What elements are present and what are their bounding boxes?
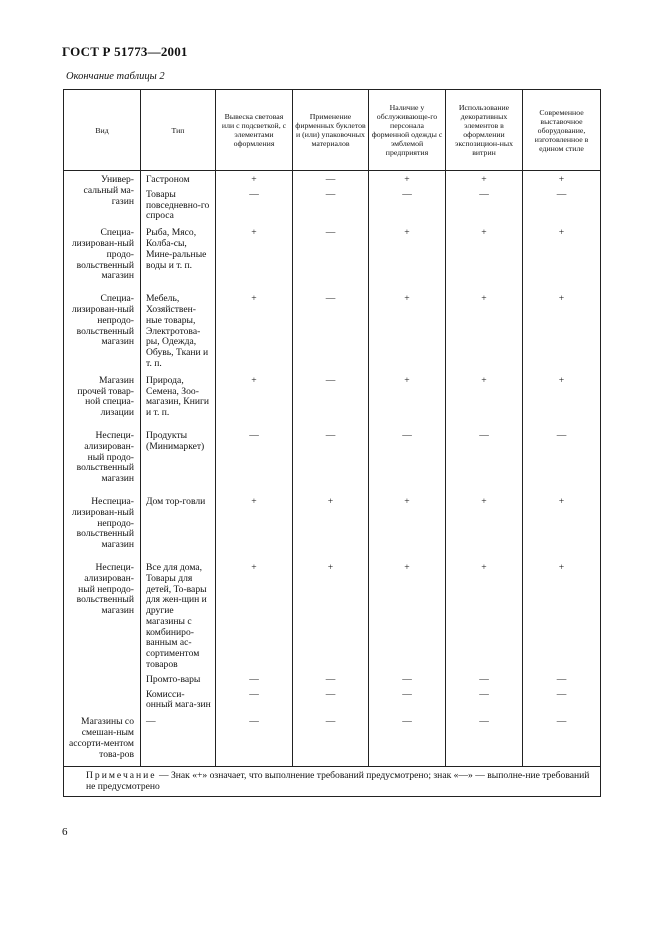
table-row <box>64 557 601 711</box>
cell-marks <box>293 557 369 711</box>
requirement-mark: — <box>479 429 489 441</box>
requirement-mark: + <box>404 174 410 185</box>
requirement-mark: + <box>481 227 487 239</box>
requirement-mark: — <box>479 716 489 728</box>
cell-marks <box>216 425 293 491</box>
cell-marks <box>446 425 523 491</box>
requirement-mark: + <box>251 495 257 507</box>
requirement-mark: — <box>325 429 336 441</box>
cell-marks <box>369 557 446 711</box>
requirement-mark: — <box>325 673 336 685</box>
type-name: Все для дома, Товары для детей, То-вары для жен-щин и другие магазины с комбиниро-ванным ас-сортиментом товаров <box>146 561 207 671</box>
requirement-mark: + <box>558 174 565 185</box>
cell-marks <box>523 425 601 491</box>
type-name: Мебель, Хозяйствен-ные товары, Электротова-ры, Одежда, Обувь, Ткани и т. п. <box>146 293 209 369</box>
cell-vid: Неспеци-ализирован-ный продо-вольственный магазин <box>64 425 141 491</box>
requirement-mark: + <box>404 374 410 386</box>
requirement-mark: — <box>249 429 259 441</box>
type-name: Дом тор-говли <box>146 495 206 507</box>
requirement-mark: + <box>251 227 257 239</box>
cell-marks <box>369 491 446 557</box>
header-row <box>64 90 601 171</box>
requirement-mark: + <box>404 227 410 239</box>
cell-vid: Специа-лизирован-ный непродо-вольственный магазин <box>64 288 141 370</box>
type-name: Товары повседневно-го спроса <box>146 188 210 222</box>
requirement-mark: — <box>325 688 336 700</box>
table-row <box>64 425 601 491</box>
header-type: Тип <box>141 90 216 171</box>
requirement-mark: — <box>325 293 336 305</box>
type-name: Промто-вары <box>146 673 201 685</box>
cell-vid: Неспеци-ализирован-ный непродо-вольственный магазин <box>64 557 141 711</box>
requirements-table <box>63 89 601 797</box>
requirement-mark: — <box>325 174 336 185</box>
cell-marks <box>293 491 369 557</box>
cell-marks <box>369 222 446 288</box>
requirement-mark: + <box>481 174 487 185</box>
requirement-mark: — <box>479 673 489 685</box>
requirement-mark: + <box>404 495 410 507</box>
cell-marks <box>216 557 293 711</box>
cell-marks <box>446 557 523 711</box>
cell-marks <box>293 711 369 767</box>
cell-vid: Магазины со смешан-ным ассорти-ментом това-ров <box>64 711 141 767</box>
cell-marks <box>293 288 369 370</box>
requirement-mark: — <box>556 673 567 685</box>
cell-marks <box>369 370 446 425</box>
cell-type <box>141 288 216 370</box>
cell-marks <box>523 288 601 370</box>
cell-type <box>141 222 216 288</box>
cell-type <box>141 370 216 425</box>
note-row <box>64 767 601 797</box>
requirement-mark: — <box>556 688 567 700</box>
cell-vid: Неспециа-лизирован-ный непродо-вольственный магазин <box>64 491 141 557</box>
requirement-mark: + <box>558 374 565 386</box>
requirement-mark: — <box>325 227 336 239</box>
requirement-mark: — <box>249 673 259 685</box>
requirement-mark: — <box>556 429 567 441</box>
cell-marks <box>369 171 446 223</box>
cell-marks <box>293 425 369 491</box>
cell-vid: Универ-сальный ма-газин <box>64 171 141 223</box>
requirement-mark: — <box>556 716 567 728</box>
requirement-mark: + <box>251 174 257 185</box>
cell-marks <box>293 370 369 425</box>
cell-type <box>141 425 216 491</box>
requirement-mark: + <box>251 293 257 305</box>
type-name: Природа, Семена, Зоо-магазин, Книги и т. п. <box>146 374 210 419</box>
header-signboard: Вывеска световая или с подсветкой, с элементами оформления <box>216 90 293 171</box>
table-note <box>64 767 601 797</box>
requirement-mark: + <box>481 561 487 573</box>
header-uniform: Наличие у обслуживающе-го персонала форменной одежды с эмблемой предприятия <box>369 90 446 171</box>
requirement-mark: + <box>481 374 487 386</box>
cell-marks <box>446 370 523 425</box>
requirement-mark: + <box>327 495 334 507</box>
cell-vid: Специа-лизирован-ный продо-вольственный магазин <box>64 222 141 288</box>
requirement-mark: + <box>558 561 565 573</box>
table-row <box>64 222 601 288</box>
table-row <box>64 711 601 767</box>
table-row <box>64 491 601 557</box>
cell-marks <box>216 370 293 425</box>
requirement-mark: + <box>251 561 257 573</box>
requirement-mark: — <box>402 188 412 200</box>
document-title: ГОСТ Р 51773—2001 <box>62 44 188 59</box>
cell-marks <box>446 491 523 557</box>
requirement-mark: — <box>479 688 489 700</box>
cell-vid: Магазин прочей товар-ной специа-лизации <box>64 370 141 425</box>
requirement-mark: + <box>481 293 487 305</box>
type-name: Продукты (Минимаркет) <box>146 429 205 452</box>
cell-marks <box>446 171 523 223</box>
cell-marks <box>446 222 523 288</box>
requirement-mark: — <box>402 688 412 700</box>
requirement-mark: + <box>558 293 565 305</box>
header-equipment: Современное выставочное оборудование, изготовленное в едином стиле <box>523 90 601 171</box>
table-row <box>64 288 601 370</box>
table-row <box>64 370 601 425</box>
requirement-mark: — <box>249 716 259 728</box>
cell-marks <box>523 222 601 288</box>
table-caption: Окончание таблицы 2 <box>66 71 165 82</box>
requirement-mark: — <box>325 374 336 386</box>
cell-marks <box>216 222 293 288</box>
requirement-mark: + <box>558 227 565 239</box>
cell-marks <box>523 491 601 557</box>
requirement-mark: + <box>404 293 410 305</box>
cell-marks <box>523 370 601 425</box>
requirement-mark: — <box>249 688 259 700</box>
requirement-mark: — <box>402 673 412 685</box>
table-row <box>64 171 601 223</box>
requirement-mark: + <box>327 561 334 573</box>
cell-type <box>141 557 216 711</box>
cell-type <box>141 491 216 557</box>
requirement-mark: — <box>325 188 336 200</box>
header-decor: Использование декоративных элементов в оформлении экспозицион-ных витрин <box>446 90 523 171</box>
requirement-mark: — <box>402 429 412 441</box>
requirement-mark: — <box>249 188 259 200</box>
cell-marks <box>369 288 446 370</box>
requirement-mark: — <box>556 188 567 200</box>
requirement-mark: + <box>558 495 565 507</box>
cell-marks <box>369 425 446 491</box>
header-vid: Вид <box>64 90 141 171</box>
requirement-mark: — <box>325 716 336 728</box>
cell-marks <box>369 711 446 767</box>
cell-marks <box>216 288 293 370</box>
requirement-mark: + <box>481 495 487 507</box>
cell-marks <box>446 288 523 370</box>
cell-marks <box>216 171 293 223</box>
cell-marks <box>523 557 601 711</box>
cell-type <box>141 171 216 223</box>
cell-type <box>141 711 216 767</box>
cell-marks <box>446 711 523 767</box>
requirement-mark: + <box>251 374 257 386</box>
type-name: Гастроном <box>146 174 190 185</box>
cell-marks <box>216 491 293 557</box>
cell-marks <box>293 171 369 223</box>
note-text: — Знак «+» означает, что выполнение требований предусмотрено; знак «—» — выполне-ние требований не предусмотрено <box>86 770 590 793</box>
cell-marks <box>523 171 601 223</box>
note-label: Примечание <box>86 770 157 782</box>
requirement-mark: — <box>402 716 412 728</box>
type-name: — <box>146 716 156 728</box>
header-booklets: Применение фирменных буклетов и (или) упаковочных материалов <box>293 90 369 171</box>
cell-marks <box>523 711 601 767</box>
type-name: Комисси-онный мага-зин <box>146 688 211 711</box>
cell-marks <box>216 711 293 767</box>
requirement-mark: + <box>404 561 410 573</box>
requirement-mark: — <box>479 188 489 200</box>
page-number: 6 <box>62 826 68 838</box>
cell-marks <box>293 222 369 288</box>
type-name: Рыба, Мясо, Колба-сы, Мине-ральные воды и т. п. <box>146 227 207 271</box>
